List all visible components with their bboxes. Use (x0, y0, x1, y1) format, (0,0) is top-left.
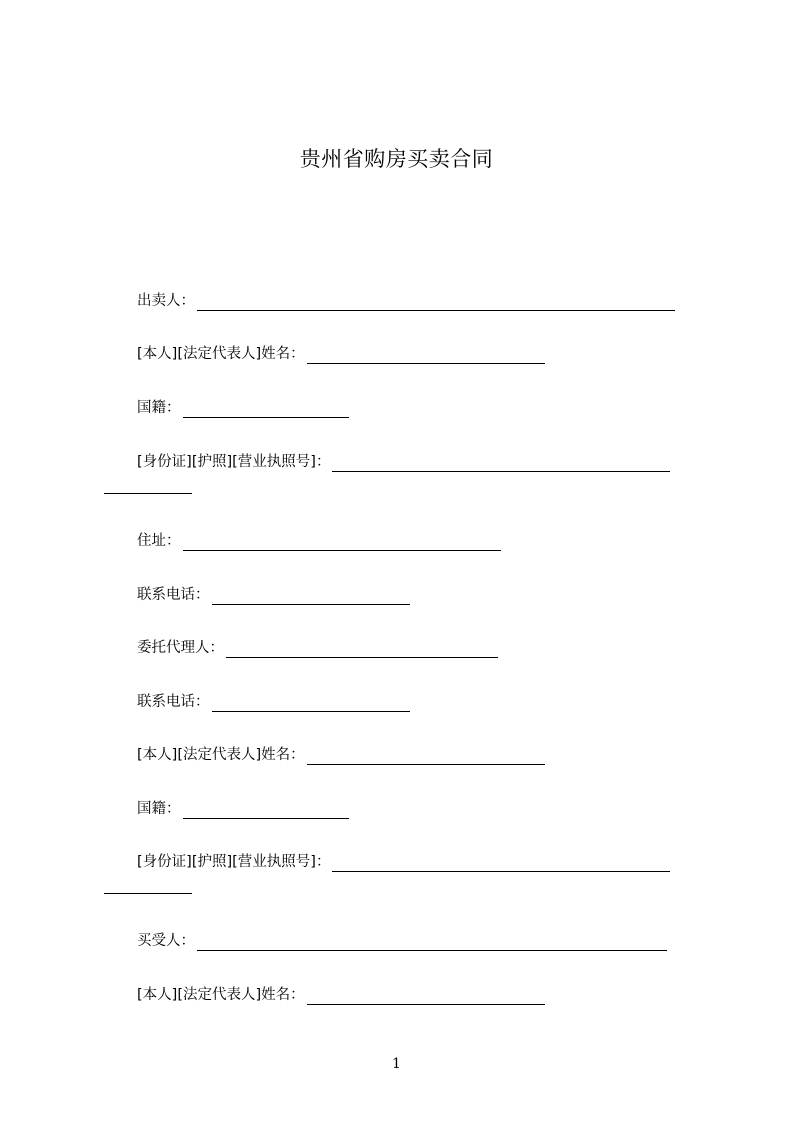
fill-in-blank[interactable] (183, 535, 501, 551)
page-number: 1 (392, 1056, 401, 1072)
field-label: 国籍： (137, 801, 181, 817)
field-label: [本人][法定代表人]姓名： (137, 747, 305, 763)
field-label: 出卖人： (137, 293, 195, 309)
fill-in-blank[interactable] (307, 989, 545, 1005)
fill-in-blank[interactable] (332, 456, 670, 472)
document-title: 贵州省购房买卖合同 (299, 147, 494, 171)
field-seller (137, 291, 675, 311)
field-agent (137, 638, 498, 658)
field-label: 国籍： (137, 400, 181, 416)
field-seller-phone (137, 585, 410, 605)
fill-in-blank[interactable] (197, 295, 675, 311)
fill-in-blank[interactable] (212, 696, 410, 712)
field-agent-phone (137, 692, 410, 712)
field-seller-nationality (137, 398, 349, 418)
field-label: 联系电话： (137, 587, 210, 603)
field-buyer-name (137, 985, 545, 1005)
field-label: 联系电话： (137, 694, 210, 710)
field-label: 委托代理人： (137, 640, 224, 656)
field-agent-name (137, 745, 545, 765)
fill-in-blank-continuation[interactable] (104, 478, 192, 498)
fill-in-blank[interactable] (307, 348, 545, 364)
field-seller-id (137, 452, 670, 472)
field-label: [本人][法定代表人]姓名： (137, 987, 305, 1003)
field-label: [身份证][护照][营业执照号]： (137, 854, 331, 870)
fill-in-blank[interactable] (197, 935, 667, 951)
field-label: 买受人： (137, 933, 195, 949)
field-seller-name (137, 344, 545, 364)
fill-in-blank-continuation[interactable] (104, 878, 192, 898)
fill-in-blank[interactable] (212, 589, 410, 605)
field-seller-address (137, 531, 501, 551)
fill-in-blank[interactable] (226, 642, 498, 658)
fill-in-blank[interactable] (183, 402, 349, 418)
field-buyer (137, 931, 667, 951)
field-label: 住址： (137, 533, 181, 549)
fill-in-blank[interactable] (332, 856, 670, 872)
fill-in-blank[interactable] (307, 749, 545, 765)
field-agent-nationality (137, 799, 349, 819)
field-label: [身份证][护照][营业执照号]： (137, 454, 331, 470)
field-label: [本人][法定代表人]姓名： (137, 346, 305, 362)
fill-in-blank[interactable] (183, 803, 349, 819)
field-agent-id (137, 852, 670, 872)
